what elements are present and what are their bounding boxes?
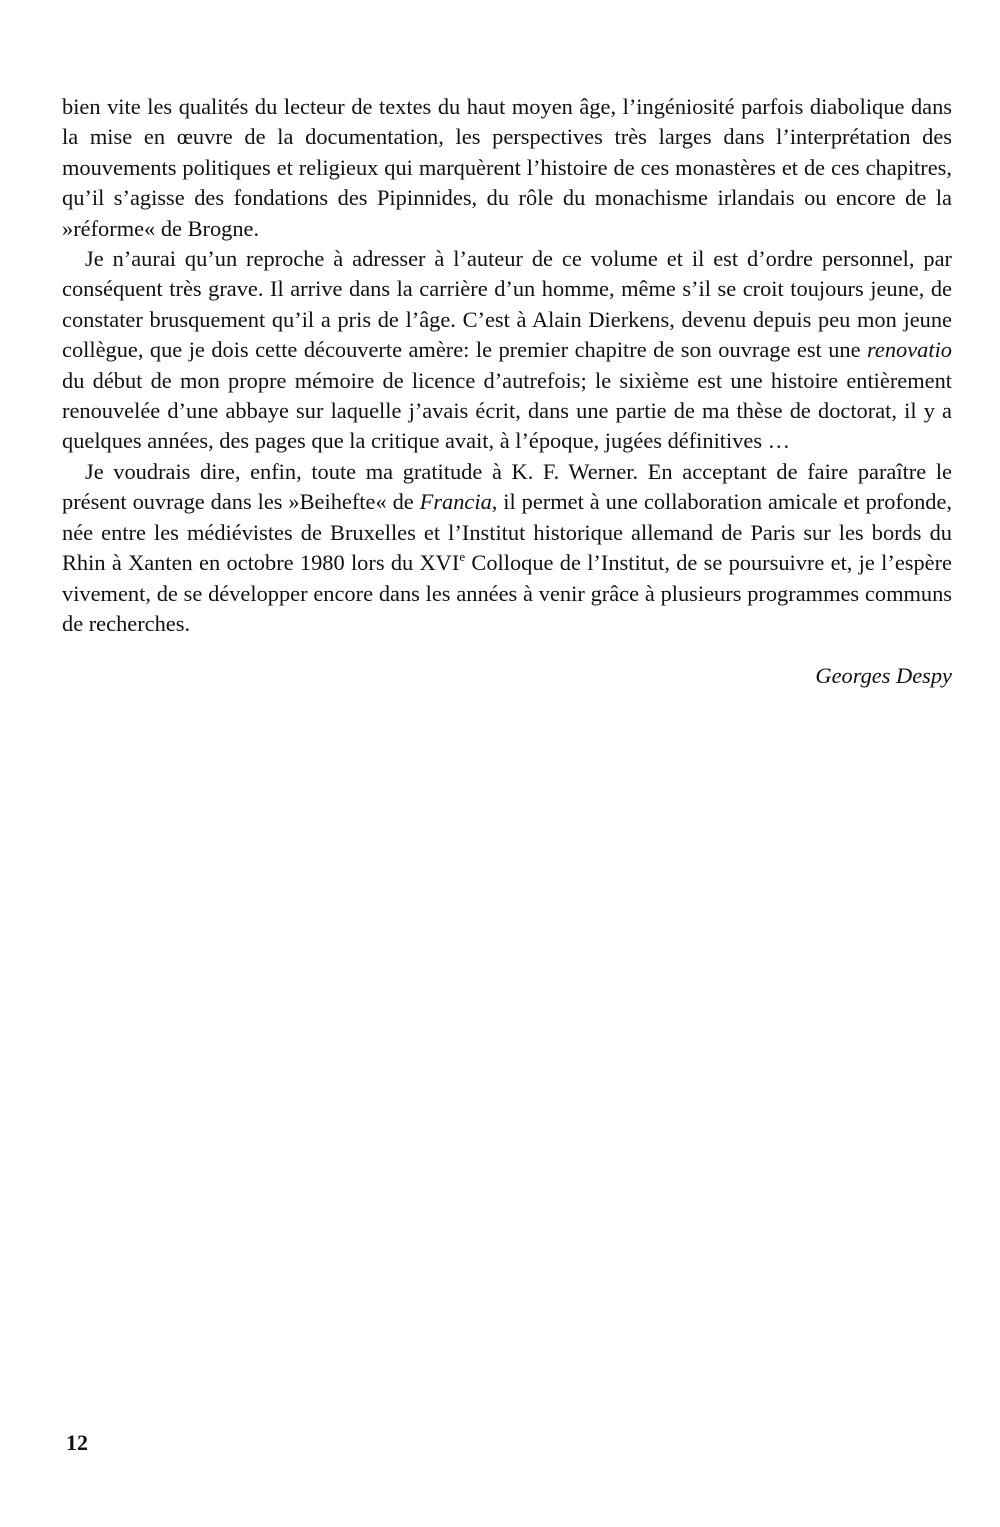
page-number: 12 [66,1430,88,1455]
signature: Georges Despy [815,663,952,689]
paragraph-3-text-c: Colloque de l’Institut, de se poursuivre et, je l’espère vivement, de se développer encore dans les années à venir grâce à plusieurs programmes communs de recherches. [62,550,952,636]
paragraph-1 [62,92,952,244]
paragraph-1-text: bien vite les qualités du lecteur de textes du haut moyen âge, l’ingéniosité parfois diabolique dans la mise en œuvre de la documentation, les perspectives très larges dans l’interprétation des mouvements politiques et religieux qui marquèrent l’histoire de ces monastères et de ces chapitres, qu’il s’agisse des fondations des Pipinnides, du rôle du monachisme irlandais ou encore de la »réforme« de Brogne. [62,94,952,241]
paragraph-3-superscript: e [459,549,466,565]
text-block [62,92,952,692]
paragraph-2-italic-renovatio: renovatio [867,337,952,363]
paragraph-3-text-b: , il permet à une collaboration amicale et profonde, née entre les médiévistes de Bruxelles et l’Institut historique allemand de Paris sur les bords du Rhin à Xanten en octobre 1980 lors du XVI [62,489,953,576]
paragraph-2 [62,244,952,457]
paragraph-3-italic-francia: Francia [419,489,492,515]
paragraph-2-text-b: du début de mon propre mémoire de licence d’autrefois; le sixième est une histoire entièrement renouvelée d’une abbaye sur laquelle j’avais écrit, dans une partie de ma thèse de doctorat, il y a quelques années, des pages que la critique avait, à l’époque, jugées définitives … [62,367,952,454]
paragraph-3-text-a: Je voudrais dire, enfin, toute ma gratitude à K. F. Werner. En acceptant de faire paraître le présent ouvrage dans les »Beihefte« de [62,458,952,515]
paragraph-3 [62,457,952,639]
paragraph-2-text-a: Je n’aurai qu’un reproche à adresser à l’auteur de ce volume et il est d’ordre personnel, par conséquent très grave. Il arrive dans la carrière d’un homme, même s’il se croit toujours jeune, de constater brusquement qu’il a pris de l’âge. C’est à Alain Dierkens, devenu depuis peu mon jeune collègue, que je dois cette découverte amère: le premier chapitre de son ouvrage est une [62,246,952,363]
